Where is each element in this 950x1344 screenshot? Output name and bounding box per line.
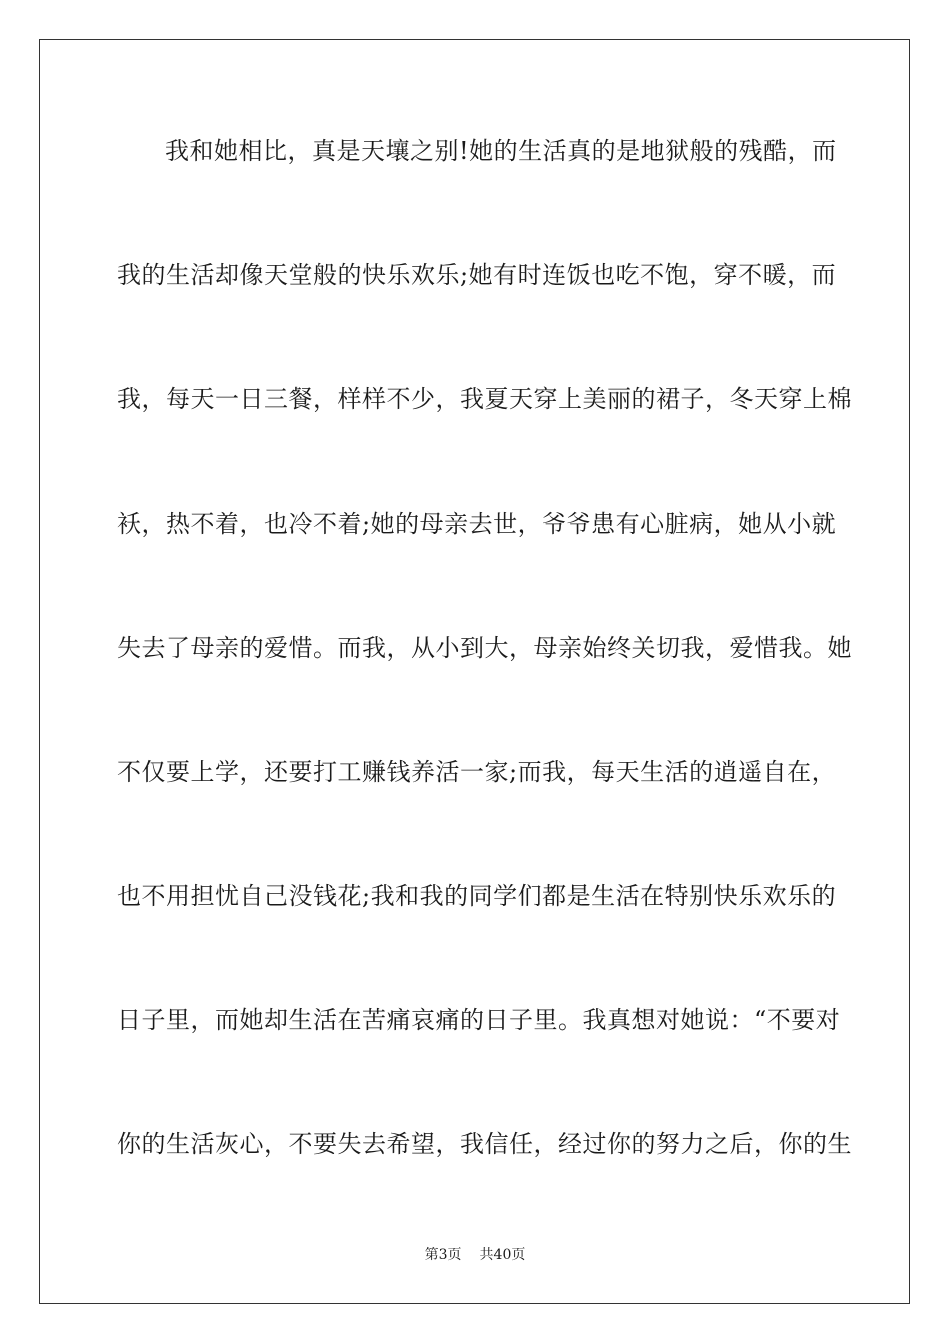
page-footer bbox=[0, 1246, 950, 1264]
paragraph-line: 我，每天一日三餐，样样不少，我夏天穿上美丽的裙子，冬天穿上棉 bbox=[117, 385, 852, 413]
page-number: 第3页 bbox=[424, 1247, 462, 1263]
paragraph-line: 你的生活灰心，不要失去希望，我信任，经过你的努力之后，你的生 bbox=[117, 1130, 852, 1158]
page-total: 共40页 bbox=[479, 1247, 526, 1263]
paragraph-line: 我的生活却像天堂般的快乐欢乐;她有时连饭也吃不饱，穿不暖，而 bbox=[117, 261, 837, 289]
paragraph-line: 我和她相比，真是天壤之别!她的生活真的是地狱般的残酷，而 bbox=[165, 137, 837, 165]
page-frame bbox=[39, 39, 910, 1304]
paragraph-line: 失去了母亲的爱惜。而我，从小到大，母亲始终关切我，爱惜我。她 bbox=[117, 634, 852, 662]
paragraph-line: 也不用担忧自己没钱花;我和我的同学们都是生活在特别快乐欢乐的 bbox=[117, 882, 837, 910]
paragraph-line: 日子里，而她却生活在苦痛哀痛的日子里。我真想对她说：“不要对 bbox=[117, 1006, 841, 1034]
paragraph-line: 不仅要上学，还要打工赚钱养活一家;而我，每天生活的逍遥自在， bbox=[117, 758, 837, 786]
paragraph-line: 袄，热不着，也冷不着;她的母亲去世，爷爷患有心脏病，她从小就 bbox=[117, 510, 837, 538]
